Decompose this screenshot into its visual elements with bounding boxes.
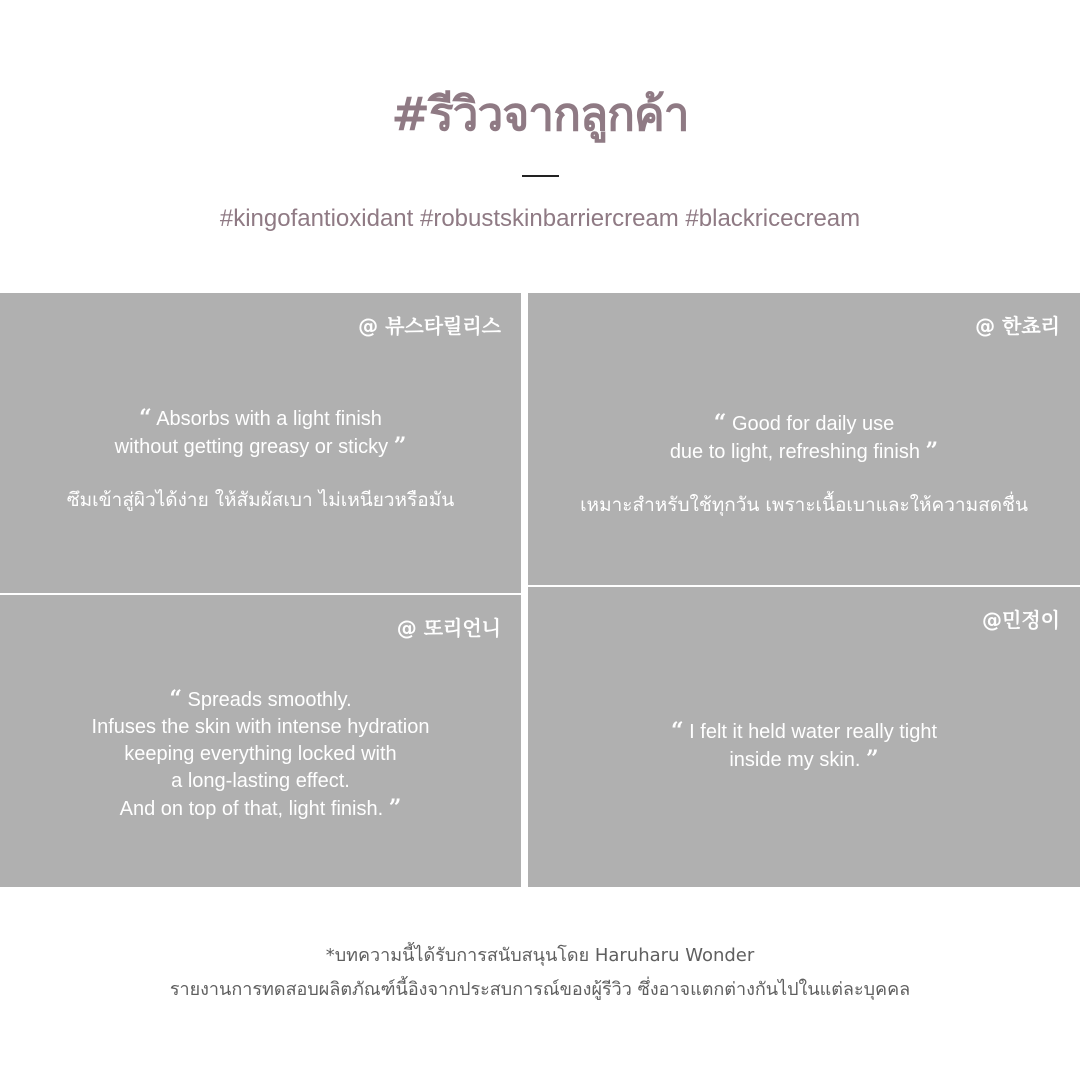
review-thai-translation: เหมาะสำหรับใช้ทุกวัน เพราะเนื้อเบาและให้ความสดชื่น (580, 494, 1028, 516)
quote-text: without getting greasy or sticky (114, 436, 389, 458)
title-divider (522, 175, 559, 177)
quote-line (0, 405, 521, 433)
quote-line (528, 746, 1080, 774)
review-card-1 (0, 293, 521, 593)
page-title: #รีวิวจากลูกค้า (391, 87, 689, 141)
quote-line (528, 410, 1080, 438)
open-quote-mark: “ (169, 686, 182, 712)
open-quote-mark: “ (670, 718, 684, 744)
close-quote-mark: ” (925, 438, 939, 464)
quote-text: due to light, refreshing finish (669, 441, 920, 463)
quote-line: a long-lasting effect. (171, 770, 350, 792)
hashtags: #kingofantioxidant #robustskinbarriercream #blackricecream (219, 205, 861, 232)
review-thai-translation: ซึมเข้าสู่ผิวได้ง่าย ให้สัมผัสเบา ไม่เหนียวหรือมัน (66, 489, 455, 511)
review-quote (528, 410, 1080, 466)
close-quote-mark: ” (866, 746, 879, 772)
quote-text: Absorbs with a light finish (156, 408, 382, 430)
quote-text: inside my skin. (729, 749, 861, 771)
reviewer-name: @민정이 (982, 608, 1060, 632)
open-quote-mark: “ (139, 405, 152, 431)
review-quote (0, 686, 521, 823)
quote-text: Spreads smoothly. (187, 689, 352, 711)
quote-text: And on top of that, light finish. (119, 798, 384, 820)
review-quote (528, 718, 1080, 774)
sponsorship-disclaimer: *บทความนี้ได้รับการสนับสนุนโดย Haruharu Wonder (325, 945, 755, 966)
review-disclaimer: รายงานการทดสอบผลิตภัณฑ์นี้อิงจากประสบการณ์ของผู้รีวิว ซึ่งอาจแตกต่างกันไปในแต่ละบุคคล (169, 979, 911, 1000)
review-card-4 (528, 587, 1080, 887)
open-quote-mark: “ (713, 410, 727, 436)
review-card-3 (0, 595, 521, 887)
quote-line: keeping everything locked with (124, 743, 397, 765)
close-quote-mark: ” (388, 795, 402, 821)
review-quote (0, 405, 521, 461)
quote-line (528, 438, 1080, 466)
reviewer-name: @ 한쵸리 (975, 314, 1060, 338)
quote-text: I felt it held water really tight (689, 721, 938, 743)
quote-text: Good for daily use (731, 413, 895, 435)
quote-line (528, 718, 1080, 746)
close-quote-mark: ” (393, 433, 407, 459)
quote-line (0, 433, 521, 461)
review-card-2 (528, 293, 1080, 585)
reviewer-name: @ 또리언니 (396, 616, 501, 640)
quote-line: Infuses the skin with intense hydration (91, 716, 430, 738)
quote-line (0, 795, 521, 823)
reviewer-name: @ 뷰스타릴리스 (358, 314, 501, 338)
quote-line (0, 686, 521, 714)
